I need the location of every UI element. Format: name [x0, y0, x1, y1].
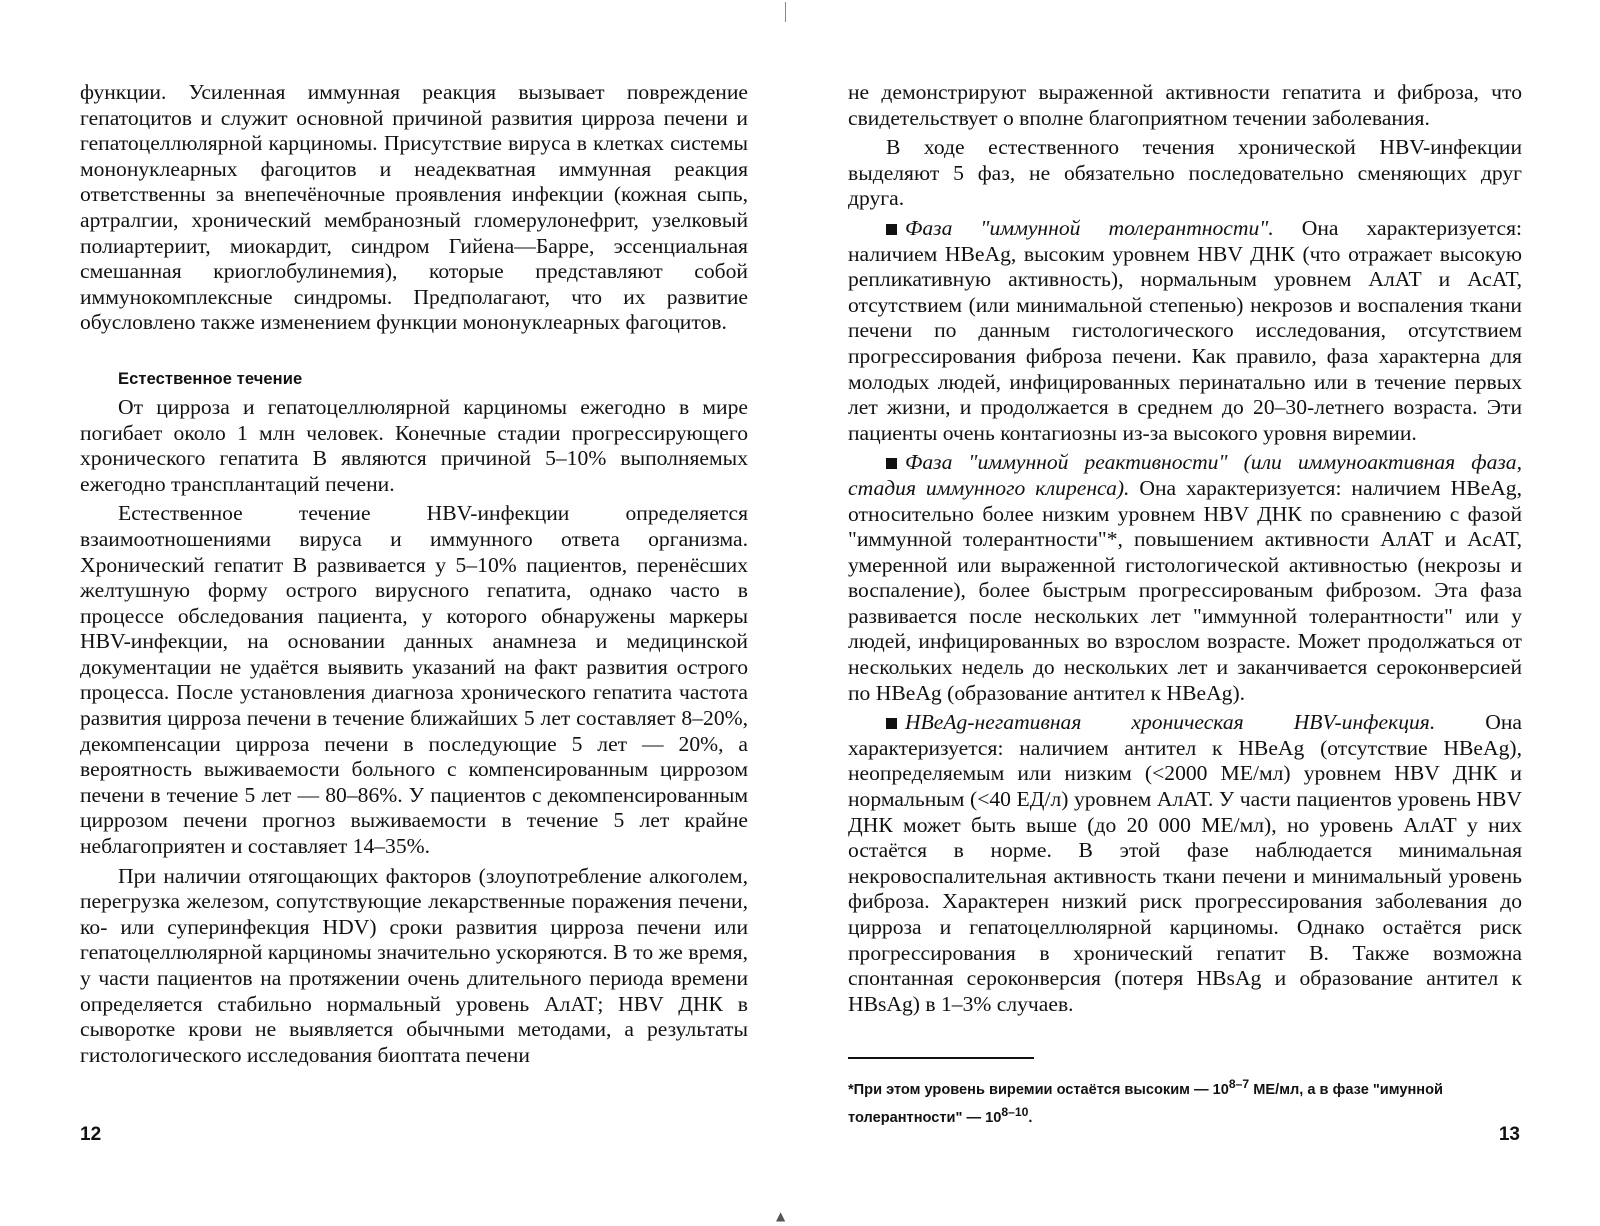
phase-paragraph	[848, 216, 1522, 446]
right-text-column	[848, 80, 1522, 1129]
bullet-square-icon	[886, 718, 897, 729]
phase-paragraph	[848, 710, 1522, 1017]
paragraph: В ходе естественного течения хронической HBV-инфекции выделяют 5 фаз, не обязательно последовательно сменяющих друг друга.	[848, 135, 1522, 211]
phase-text: Она характеризуется: наличием HBeAg, высоким уровнем HBV ДНК (что отражает высокую репликативную активность), нормальным уровнем АлАТ и АсАТ, отсутствием (или минимальной степенью) некрозов и воспаления ткани печени по данным гистологического исследования, отсутствием прогрессирования фиброза печени. Как правило, фаза характерна для молодых людей, инфицированных перинатально или в течение первых лет жизни, и продолжается в среднем до 20–30-летнего возраста. Эти пациенты очень контагиозны из-за высокого уровня виремии.	[848, 215, 1522, 445]
footnote-text: .	[1028, 1110, 1033, 1127]
phase-text: Она характеризуется: наличием HBeAg, относительно более низким уровнем HBV ДНК по сравнению с фазой "иммунной толерантности"*, повышением активности АлАТ и АсАТ, умеренной или выраженной гистологической активностью (некрозы и воспаление), более быстрым прогрессированым фиброзом. Эта фаза развивается после нескольких лет "иммунной толерантности" или у людей, инфицированных во взрослом возрасте. Может продолжаться от нескольких недель до нескольких лет и заканчивается сероконверсией по HBeAg (образование антител к HBeAg).	[848, 475, 1522, 705]
section-heading: Естественное течение	[118, 369, 303, 388]
bullet-square-icon	[886, 224, 897, 235]
footnote-text: МЕ/мл, а в фазе "имунной толерантности" — 10	[848, 1082, 1443, 1127]
phase-paragraph	[848, 450, 1522, 706]
paragraph: Естественное течение HBV-инфекции определяется взаимоотношениями вируса и иммунного ответа организма. Хронический гепатит В развивается у 5–10% пациентов, перенёсших желтушную форму острого вирусного гепатита, однако часто в процессе обследования пациента, у которого обнаружены маркеры HBV-инфекции, на основании данных анамнеза и медицинской документации не удаётся выявить указаний на факт развития острого процесса. После установления диагноза хронического гепатита частота развития цирроза печени в течение ближайших 5 лет составляет 8–20%, декомпенсации цирроза печени в последующие 5 лет — 20%, а вероятность выживаемости больного с компенсированным циррозом печени в течение 5 лет — 80–86%. У пациентов с декомпенсированным циррозом печени прогноз выживаемости в течение 5 лет крайне неблагоприятен и составляет 14–35%.	[80, 501, 748, 859]
paragraph: функции. Усиленная иммунная реакция вызывает повреждение гепатоцитов и служит основной причиной развития цирроза печени и гепатоцеллюлярной карциномы. Присутствие вируса в клетках системы мононуклеарных фагоцитов и неадекватная иммунная реакция ответственны за внепечёночные проявления инфекции (кожная сыпь, артралгии, хронический мембранозный гломерулонефрит, узелковый полиартериит, миокардит, синдром Гийена—Барре, эссенциальная смешанная криоглобулинемия), которые представляют собой иммунокомплексные синдромы. Предполагают, что их развитие обусловлено также изменением функции мононуклеарных фагоцитов.	[80, 80, 748, 335]
right-page	[800, 0, 1600, 1226]
paragraph: При наличии отягощающих факторов (злоупотребление алкоголем, перегрузка железом, сопутствующие лекарственные поражения печени, ко- или суперинфекция HDV) сроки развития цирроза печени или гепатоцеллюлярной карциномы значительно ускоряются. В то же время, у части пациентов на протяжении очень длительного периода времени определяется стабильно нормальный уровень АлАТ; HBV ДНК в сыворотке крови не выявляется обычными методами, а результаты гистологического исследования биоптата печени	[80, 863, 748, 1067]
footnote-superscript: 8–7	[1228, 1077, 1250, 1092]
scan-mark-bottom: ▲	[776, 1209, 786, 1223]
footnote	[848, 1073, 1522, 1129]
bullet-square-icon	[886, 458, 897, 469]
paragraph: От цирроза и гепатоцеллюлярной карциномы ежегодно в мире погибает около 1 млн человек. Конечные стадии прогрессирующего хронического гепатита В являются причиной 5–10% выполняемых ежегодно трансплантаций печени.	[80, 394, 748, 496]
page-number: 12	[80, 1124, 102, 1145]
left-text-column	[80, 80, 748, 1068]
page-number: 13	[1498, 1124, 1520, 1145]
footnote-text: *При этом уровень виремии остаётся высоким — 10	[848, 1082, 1229, 1099]
phase-title: Фаза "иммунной реактивности" (или иммуноактивная фаза, стадия иммунного клиренса).	[848, 450, 1522, 500]
footnote-divider	[848, 1057, 1034, 1059]
phase-text: Она характеризуется: наличием антител к HBeAg (отсутствие HBeAg), неопределяемым или низким (<2000 МЕ/мл) уровнем HBV ДНК и нормальным (<40 ЕД/л) уровнем АлАТ. У части пациентов уровень HBV ДНК может быть выше (до 20 000 МЕ/мл), но уровень АлАТ у них остаётся в норме. В этой фазе наблюдается минимальная некровоспалительная активность ткани печени и минимальный уровень фиброза. Характерен низкий риск прогрессирования заболевания до цирроза и гепатоцеллюлярной карциномы. Однако остаётся риск прогрессирования в хронический гепатит В. Также возможна спонтанная сероконверсия (потеря HBsAg и образование антител к HBsAg) в 1–3% случаев.	[848, 710, 1522, 1016]
paragraph: не демонстрируют выраженной активности гепатита и фиброза, что свидетельствует о вполне благоприятном течении заболевания.	[848, 80, 1522, 130]
phase-title: Фаза "иммунной толерантности".	[905, 215, 1274, 240]
footnote-superscript: 8–10	[1001, 1105, 1029, 1120]
phase-title: HBeAg-негативная хроническая HBV-инфекция.	[905, 710, 1436, 735]
